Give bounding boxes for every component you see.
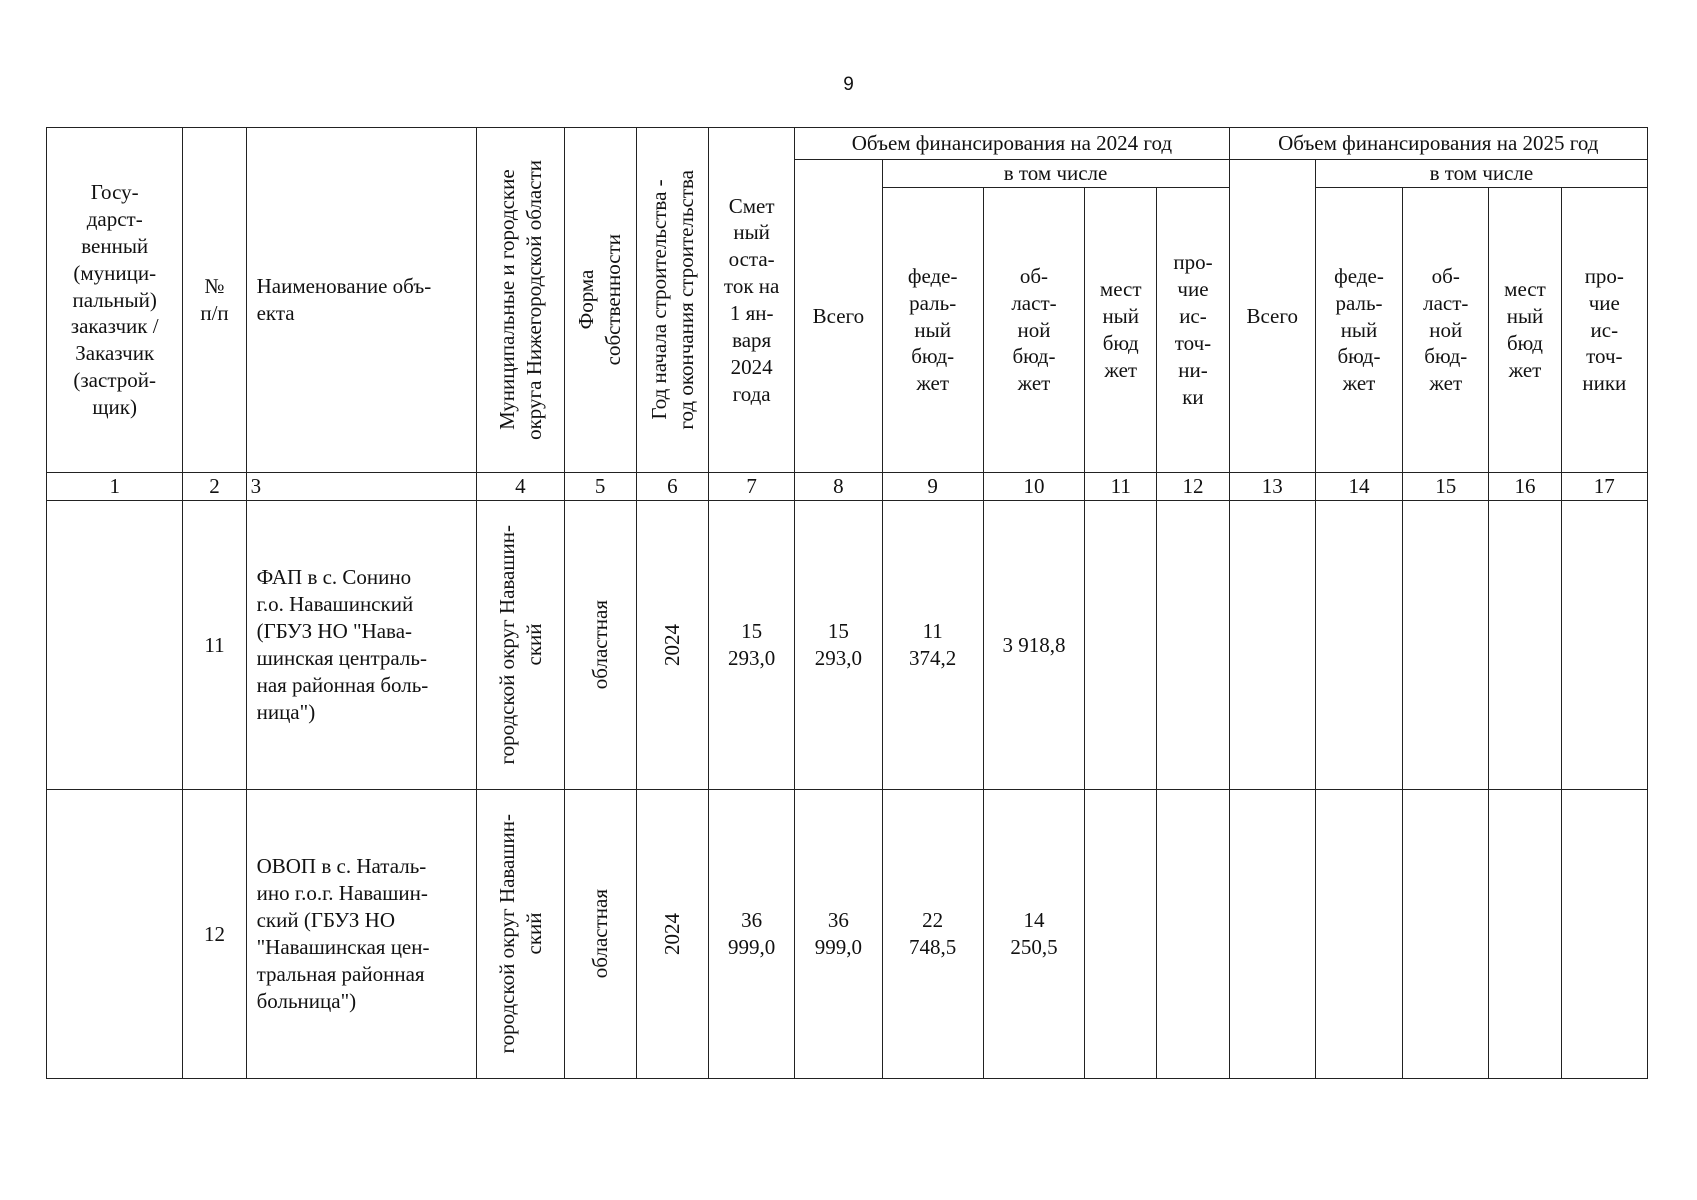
- header-other-2024: про- чие ис- точ- ни- ки: [1157, 188, 1229, 473]
- row-years: 2024: [636, 790, 708, 1079]
- row-local-2025: [1489, 790, 1561, 1079]
- column-number: 6: [636, 473, 708, 501]
- header-total-2024: Всего: [795, 160, 882, 473]
- page-number: 9: [843, 74, 854, 95]
- row-customer: [47, 501, 183, 790]
- row-federal-2024: 11 374,2: [882, 501, 983, 790]
- column-number: 1: [47, 473, 183, 501]
- row-estimate-balance: 15 293,0: [709, 501, 795, 790]
- column-number: 14: [1315, 473, 1402, 501]
- column-number: 4: [477, 473, 564, 501]
- row-num: 12: [183, 790, 246, 1079]
- header-funding-2025: Объем финансирования на 2025 год: [1229, 128, 1647, 160]
- header-years: Год начала строительства - год окончания строительства: [636, 128, 708, 473]
- row-regional-2025: [1403, 790, 1489, 1079]
- row-total-2025: [1229, 501, 1315, 790]
- row-other-2024: [1157, 790, 1229, 1079]
- table-row: [47, 501, 1648, 790]
- column-number: 2: [183, 473, 246, 501]
- row-local-2025: [1489, 501, 1561, 790]
- header-total-2025: Всего: [1229, 160, 1315, 473]
- header-regional-2025: об- ласт- ной бюд- жет: [1403, 188, 1489, 473]
- table-row: [47, 790, 1648, 1079]
- row-municipality: городской округ Навашин- ский: [477, 501, 564, 790]
- column-number: 13: [1229, 473, 1315, 501]
- row-regional-2024: 3 918,8: [983, 501, 1084, 790]
- row-regional-2024: 14 250,5: [983, 790, 1084, 1079]
- row-other-2025: [1561, 790, 1647, 1079]
- column-number: 11: [1085, 473, 1157, 501]
- header-local-2024: мест ный бюд жет: [1085, 188, 1157, 473]
- row-total-2024: 15 293,0: [795, 501, 882, 790]
- row-other-2024: [1157, 501, 1229, 790]
- column-number: 12: [1157, 473, 1229, 501]
- row-ownership: областная: [564, 790, 636, 1079]
- header-funding-2024: Объем финансирования на 2024 год: [795, 128, 1229, 160]
- column-number: 9: [882, 473, 983, 501]
- row-estimate-balance: 36 999,0: [709, 790, 795, 1079]
- column-number: 5: [564, 473, 636, 501]
- column-number: 7: [709, 473, 795, 501]
- header-customer: Госу- дарст- венный (муници- пальный) заказчик / Заказчик (застрой- щик): [47, 128, 183, 473]
- row-object-name: ФАП в с. Сонино г.о. Навашинский (ГБУЗ НО "Нава- шинская централь- ная районная боль- ница"): [246, 501, 477, 790]
- financing-table: [46, 127, 1648, 1079]
- column-number: 10: [983, 473, 1084, 501]
- row-regional-2025: [1403, 501, 1489, 790]
- header-other-2025: про- чие ис- точ- ники: [1561, 188, 1647, 473]
- row-federal-2025: [1315, 790, 1402, 1079]
- row-municipality: городской округ Навашин- ский: [477, 790, 564, 1079]
- header-ownership: Форма собственности: [564, 128, 636, 473]
- row-num: 11: [183, 501, 246, 790]
- header-municipalities: Муниципальные и городские округа Нижегородской области: [477, 128, 564, 473]
- row-object-name: ОВОП в с. Наталь- ино г.о.г. Навашин- ский (ГБУЗ НО "Навашинская цен- тральная районная больница"): [246, 790, 477, 1079]
- row-customer: [47, 790, 183, 1079]
- row-years: 2024: [636, 501, 708, 790]
- column-number: 3: [246, 473, 477, 501]
- row-federal-2025: [1315, 501, 1402, 790]
- row-local-2024: [1085, 501, 1157, 790]
- row-federal-2024: 22 748,5: [882, 790, 983, 1079]
- column-number: 15: [1403, 473, 1489, 501]
- row-total-2025: [1229, 790, 1315, 1079]
- column-number: 16: [1489, 473, 1561, 501]
- row-local-2024: [1085, 790, 1157, 1079]
- column-number: 8: [795, 473, 882, 501]
- row-other-2025: [1561, 501, 1647, 790]
- header-regional-2024: об- ласт- ной бюд- жет: [983, 188, 1084, 473]
- row-ownership: областная: [564, 501, 636, 790]
- header-federal-2024: феде- раль- ный бюд- жет: [882, 188, 983, 473]
- header-num: № п/п: [183, 128, 246, 473]
- header-object-name: Наименование объ- екта: [246, 128, 477, 473]
- row-total-2024: 36 999,0: [795, 790, 882, 1079]
- header-federal-2025: феде- раль- ный бюд- жет: [1315, 188, 1402, 473]
- column-number-row: [47, 473, 1648, 501]
- header-including-2025: в том числе: [1315, 160, 1647, 188]
- column-number: 17: [1561, 473, 1647, 501]
- header-including-2024: в том числе: [882, 160, 1229, 188]
- header-estimate-balance: Смет ный оста- ток на 1 ян- варя 2024 года: [709, 128, 795, 473]
- header-local-2025: мест ный бюд жет: [1489, 188, 1561, 473]
